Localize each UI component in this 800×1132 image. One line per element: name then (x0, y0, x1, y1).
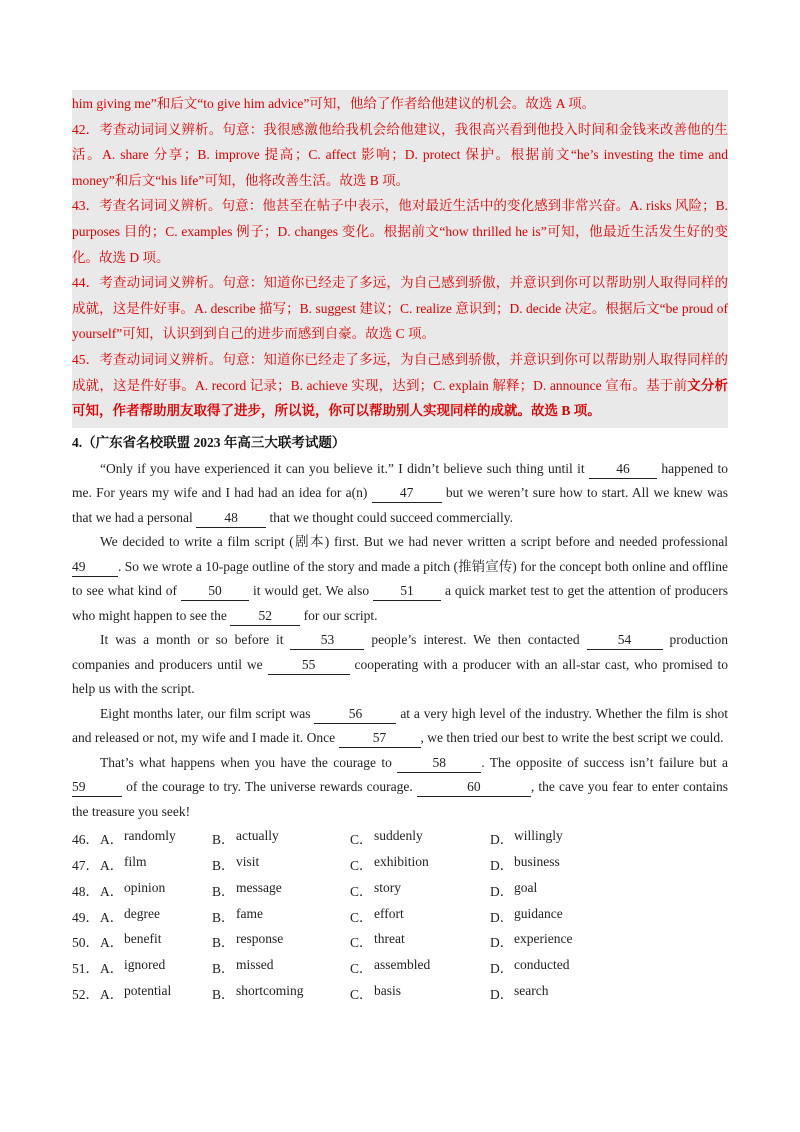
option-c: C． story (350, 879, 401, 899)
passage-paragraph-4 (72, 702, 728, 751)
option-b: B． visit (212, 853, 260, 873)
option-b: B． fame (212, 905, 263, 925)
passage-text: cooperating with a producer with an all-star cast, who promised to help us with the script. (72, 656, 728, 697)
option-number: 46． (72, 832, 99, 848)
option-row-51 (72, 954, 728, 980)
option-d: D． willingly (490, 828, 563, 848)
option-a: A． ignored (100, 957, 166, 977)
answer-options (72, 825, 728, 1006)
option-number: 51． (72, 961, 99, 977)
answer-45 (72, 347, 728, 424)
cloze-passage (72, 457, 728, 825)
blank-47: 47 (372, 484, 442, 503)
question-title: 4.（广东省名校联盟 2023 年高三大联考试题） (72, 434, 346, 450)
option-row-50 (72, 928, 728, 954)
answer-44: 44．考查动词词义辨析。句意：知道你已经走了多远，为自己感到骄傲，并意识到你可以帮助别人取得同样的成就，这是件好事。A. describe 描写；B. suggest 建议；C. realize 意识到；D. decide 决定。根据后文“be proud of yourself”可知，认识到到自己的进步而感到自豪。故选 C 项。 (72, 275, 728, 342)
option-d: D． goal (490, 879, 538, 899)
option-c: C． suddenly (350, 828, 423, 848)
passage-paragraph-5 (72, 751, 728, 825)
blank-55: 55 (268, 656, 350, 675)
passage-text: , we then tried our best to write the best script we could. (420, 730, 724, 746)
option-row-47 (72, 851, 728, 877)
option-c: C． basis (350, 982, 401, 1002)
blank-60: 60 (417, 778, 531, 797)
option-c: C． threat (350, 931, 405, 951)
passage-text: a quick market test to get the attention of producers who might happen to see the (72, 583, 728, 623)
document-page (72, 90, 728, 1006)
passage-text: . So we wrote a 10-page outline of the story and made a pitch (推销宣传) for the concept both online and offline to see what kind of (72, 558, 728, 599)
passage-text: people’s interest. We then contacted (364, 632, 587, 648)
option-d: D． search (490, 982, 549, 1002)
passage-text: production companies and producers until we (72, 632, 728, 672)
option-number: 48． (72, 883, 99, 899)
option-row-52 (72, 980, 728, 1006)
passage-text: that we thought could succeed commercially. (266, 509, 513, 525)
answer-43: 43．考查名词词义辨析。句意：他甚至在帖子中表示，他对最近生活中的变化感到非常兴奋。A. risks 风险；B. purposes 目的；C. examples 例子；D. changes 变化。根据前文“how thrilled he is”可知，他最近生活发生好的变化。故选 D 项。 (72, 198, 728, 265)
passage-text: It was a month or so before it (100, 632, 291, 648)
passage-text: for our script. (300, 607, 378, 623)
blank-51: 51 (373, 582, 441, 601)
option-row-49 (72, 903, 728, 929)
blank-54: 54 (587, 631, 663, 650)
option-a: A． randomly (100, 828, 176, 848)
passage-text: . The opposite of success isn’t failure but a (481, 754, 729, 770)
passage-text: We decided to write a film script (剧本) first. But we had never written a script before and needed professional (100, 534, 728, 550)
passage-text: Eight months later, our film script was (100, 705, 315, 721)
blank-56: 56 (314, 705, 396, 724)
option-c: C． effort (350, 905, 404, 925)
blank-59: 59 (72, 778, 122, 797)
passage-paragraph-1 (72, 457, 728, 531)
blank-57: 57 (339, 729, 421, 748)
option-b: B． response (212, 931, 284, 951)
passage-text: “Only if you have experienced it can you believe it.” I didn’t believe such thing until it (100, 460, 590, 476)
option-number: 52． (72, 986, 99, 1002)
option-d: D． conducted (490, 957, 570, 977)
passage-text: happened to me. For years my wife and I had had an idea for a(n) (72, 460, 728, 501)
passage-text: , the cave you fear to enter contains the treasure you seek! (72, 779, 728, 819)
option-number: 49． (72, 909, 99, 925)
option-d: D． guidance (490, 905, 563, 925)
blank-50: 50 (181, 582, 249, 601)
answer-45-bold-text: 文分析可知，作者帮助朋友取得了进步，所以说，你可以帮助别人实现同样的成就。故选 B 项。 (72, 377, 728, 419)
passage-text: That’s what happens when you have the courage to (100, 754, 398, 770)
answer-explanation-box (72, 90, 728, 428)
blank-48: 48 (196, 509, 266, 528)
blank-49: 49 (72, 558, 118, 577)
blank-58: 58 (397, 754, 481, 773)
option-c: C． exhibition (350, 853, 429, 873)
option-number: 47． (72, 857, 99, 873)
option-number: 50． (72, 935, 99, 951)
passage-text: but we weren’t sure how to start. All we knew was that we had a personal (72, 485, 728, 525)
option-a: A． degree (100, 905, 160, 925)
blank-53: 53 (290, 631, 364, 650)
option-b: B． shortcoming (212, 982, 304, 1002)
passage-paragraph-2 (72, 530, 728, 628)
option-d: D． business (490, 853, 560, 873)
option-a: A． benefit (100, 931, 162, 951)
answer-45-text: 45．考查动词词义辨析。句意：知道你已经走了多远，为自己感到骄傲，并意识到你可以帮助别人取得同样的成就，这是件好事。A. record 记录；B. achieve 实现，达到；C. explain 解释；D. announce 宣布。基于前 (72, 351, 728, 393)
answer-41-tail: him giving me”和后文“to give him advice”可知，他给了作者给他建议的机会。故选 A 项。 (72, 96, 596, 111)
passage-text: it would get. We also (249, 583, 374, 599)
blank-52: 52 (230, 607, 300, 626)
option-d: D． experience (490, 931, 573, 951)
option-c: C． assembled (350, 957, 431, 977)
option-b: B． message (212, 879, 282, 899)
option-b: B． missed (212, 957, 274, 977)
option-row-48 (72, 877, 728, 903)
answer-42: 42．考查动词词义辨析。句意：我很感激他给我机会给他建议，我很高兴看到他投入时间和金钱来改善他的生活。A. share 分享；B. improve 提高；C. affect 影响；D. protect 保护。根据前文“he’s investing the time and money”和后文“his life”可知，他将改善生活。故选 B 项。 (72, 121, 728, 188)
option-a: A． potential (100, 982, 172, 1002)
passage-paragraph-3 (72, 628, 728, 702)
passage-text: at a very high level of the industry. Whether the film is shot and released or not, my wife and I made it. Once (72, 705, 728, 746)
option-b: B． actually (212, 828, 279, 848)
option-row-46 (72, 825, 728, 851)
option-a: A． film (100, 853, 147, 873)
blank-46: 46 (589, 460, 657, 479)
passage-text: of the courage to try. The universe rewards courage. (122, 779, 417, 795)
option-a: A． opinion (100, 879, 166, 899)
